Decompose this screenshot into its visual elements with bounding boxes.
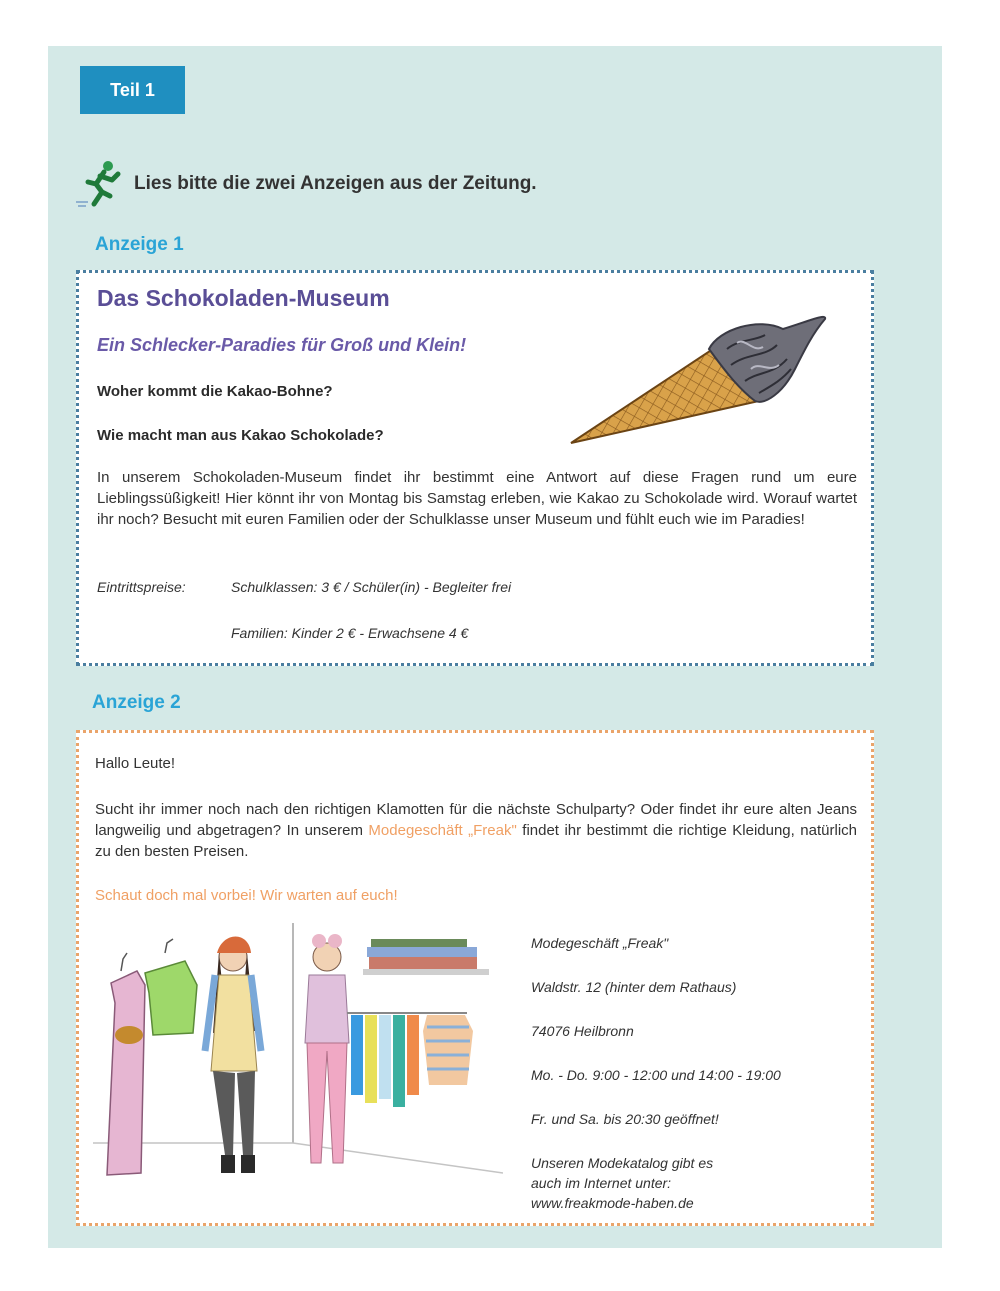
shop-name-highlight: Modegeschäft „Freak" (368, 822, 517, 839)
shop-name: Modegeschäft „Freak" (531, 935, 669, 951)
catalog-line-2: auch im Internet unter: (531, 1175, 672, 1191)
catalog-line-1: Unseren Modekatalog gibt es (531, 1155, 714, 1171)
shop-body-text (95, 799, 857, 862)
shop-city: 74076 Heilbronn (531, 1023, 634, 1039)
ad1-box (76, 270, 874, 666)
shop-street: Waldstr. 12 (hinter dem Rathaus) (531, 979, 737, 995)
clothing-shop-illustration (93, 923, 503, 1193)
museum-body-text: In unserem Schokoladen-Museum findet ihr bestimmt eine Antwort auf diese Fragen rund um eure Lieblingssüßigkeit! Hier könnt ihr von Montag bis Samstag erleben, wie Kakao zu Schokolade wird. Worauf wartet ihr noch? Besucht mit euren Familien oder der Schulklasse unser Museum und fühlt euch wie im Paradies! (97, 469, 857, 528)
question-2: Wie macht man aus Kakao Schokolade? (97, 427, 384, 444)
shop-body-part2: findet ihr bestimmt die richtige Kleidung, natürlich zu den besten Preisen. (95, 822, 857, 860)
ad2-label: Anzeige 2 (92, 692, 181, 713)
question-1: Woher kommt die Kakao-Bohne? (97, 383, 333, 400)
teil-badge: Teil 1 (80, 66, 185, 114)
museum-subtitle: Ein Schlecker-Paradies für Groß und Klein! (97, 335, 467, 355)
instruction-line (74, 158, 537, 210)
price-family: Familien: Kinder 2 € - Erwachsene 4 € (231, 625, 469, 641)
call-to-action: Schaut doch mal vorbei! Wir warten auf euch! (95, 887, 398, 904)
instruction-text: Lies bitte die zwei Anzeigen aus der Zeitung. (134, 173, 537, 194)
opening-hours-weekend: Fr. und Sa. bis 20:30 geöffnet! (531, 1111, 719, 1127)
greeting: Hallo Leute! (95, 755, 176, 772)
museum-title: Das Schokoladen-Museum (97, 285, 390, 311)
shop-body-part1: Sucht ihr immer noch nach den richtigen Klamotten für die nächste Schulparty? Oder findet ihr eure alten Jeans langweilig und abgetragen? In unserem (95, 801, 857, 839)
prices-label: Eintrittspreise: (97, 579, 186, 595)
ad1-label: Anzeige 1 (95, 234, 184, 255)
ice-cream-cone-illustration (569, 309, 831, 449)
price-school: Schulklassen: 3 € / Schüler(in) - Begleiter frei (231, 579, 512, 595)
catalog-url: www.freakmode-haben.de (531, 1195, 694, 1211)
running-person-icon (74, 158, 126, 210)
opening-hours-weekday: Mo. - Do. 9:00 - 12:00 und 14:00 - 19:00 (531, 1067, 781, 1083)
ad2-box (76, 730, 874, 1226)
